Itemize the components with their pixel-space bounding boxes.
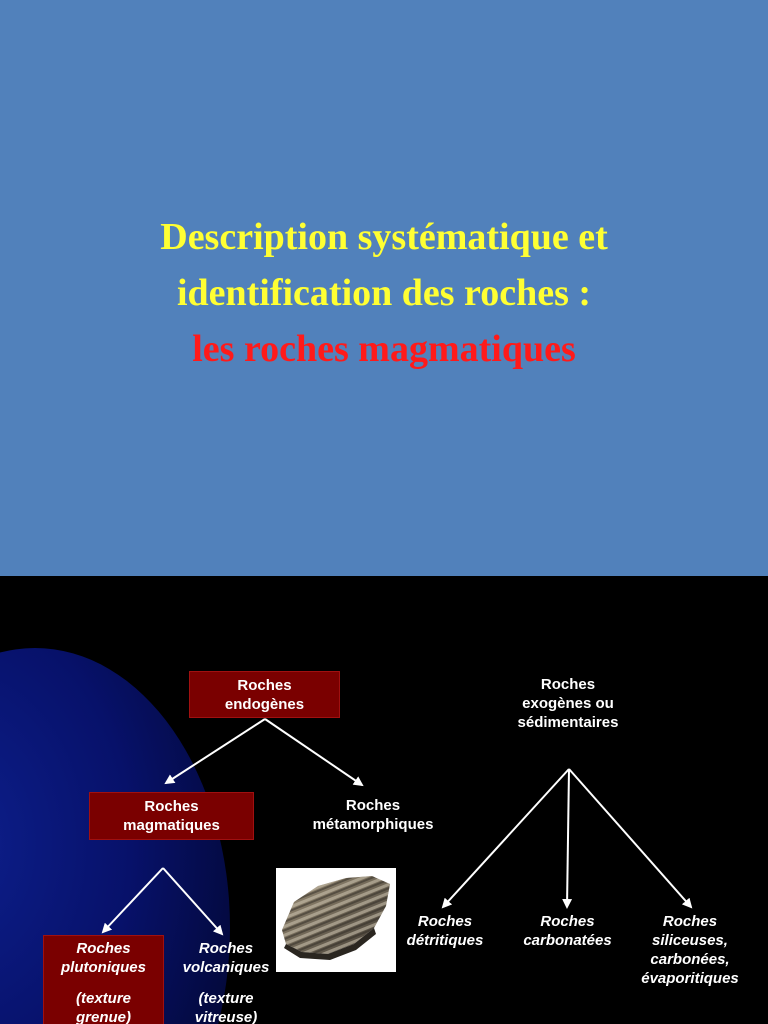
node-roches-exogenes: [488, 675, 648, 732]
title-line-1: Description systématique et: [160, 216, 608, 258]
node-label: carbonées,: [650, 951, 730, 968]
node-label: Roches: [76, 940, 131, 957]
node-roches-detritiques: [390, 912, 500, 950]
rock-sample-illustration: [276, 868, 396, 972]
node-label: plutoniques: [61, 959, 146, 976]
node-label: exogènes ou: [522, 695, 614, 712]
node-label: (texture: [198, 990, 254, 1007]
node-label: Roches: [237, 676, 292, 694]
arrow-exogenes-to-siliceuses: [569, 769, 691, 907]
arrow-magmatiques-to-volcaniques: [163, 868, 222, 934]
node-roches-carbonatees: [510, 912, 625, 950]
node-label: vitreuse): [194, 1009, 258, 1024]
arrow-endogenes-to-magmatiques: [166, 719, 265, 783]
node-label: siliceuses,: [652, 932, 728, 949]
node-label: volcaniques: [182, 959, 270, 976]
rock-sample-image: [276, 868, 396, 972]
node-label: Roches: [144, 798, 199, 815]
node-label: magmatiques: [123, 817, 220, 834]
node-label: carbonatées: [523, 932, 612, 949]
node-label: détritiques: [406, 932, 484, 949]
node-label: Roches: [417, 913, 473, 930]
title-subtitle: les roches magmatiques: [192, 328, 576, 370]
node-label: endogènes: [224, 695, 305, 713]
arrow-endogenes-to-metamorphiques: [265, 719, 362, 785]
arrow-magmatiques-to-plutoniques: [103, 868, 163, 932]
node-label: grenue): [75, 1009, 131, 1024]
arrow-exogenes-to-carbonatees: [567, 769, 569, 907]
node-label: sédimentaires: [517, 714, 619, 731]
node-label: évaporitiques: [641, 970, 739, 987]
node-label: Roches: [198, 940, 254, 957]
node-roches-endogenes: [189, 671, 340, 718]
node-label: Roches: [662, 913, 718, 930]
node-label: Roches: [345, 797, 401, 814]
node-label: Roches: [540, 913, 595, 930]
node-label: (texture: [75, 990, 131, 1007]
node-roches-siliceuses: [628, 912, 752, 988]
arrow-exogenes-to-detritiques: [443, 769, 569, 907]
classification-slide: [0, 576, 768, 1024]
title-line-2: identification des roches :: [176, 272, 592, 314]
node-roches-magmatiques: [89, 792, 254, 840]
node-roches-metamorphiques: [293, 796, 453, 834]
node-label: Roches: [540, 676, 596, 693]
node-roches-volcaniques: [170, 939, 282, 1024]
node-label: métamorphiques: [312, 816, 434, 833]
node-roches-plutoniques: [43, 935, 164, 1024]
